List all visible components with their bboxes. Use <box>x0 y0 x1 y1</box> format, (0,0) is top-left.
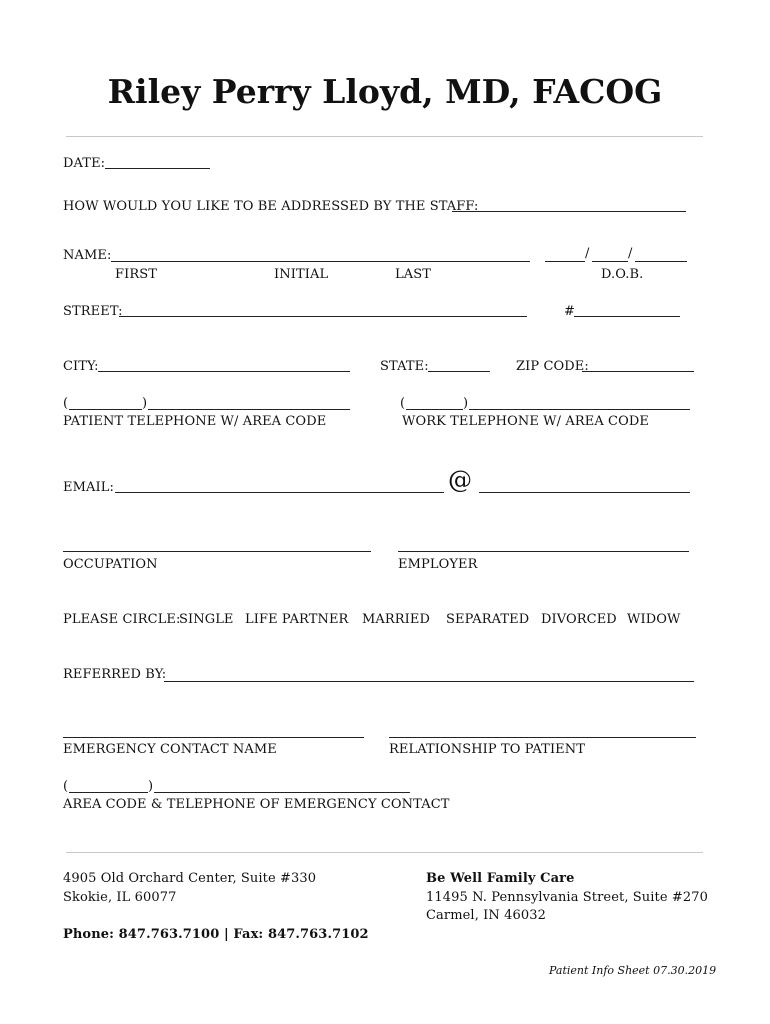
patient-phone-field[interactable] <box>148 409 350 410</box>
state-field[interactable] <box>428 371 490 372</box>
date-label: DATE: <box>63 156 106 171</box>
circle-prompt: PLEASE CIRCLE: <box>63 612 181 627</box>
date-field[interactable] <box>105 168 210 169</box>
status-option-single[interactable]: SINGLE <box>179 612 234 627</box>
occupation-caption: OCCUPATION <box>63 557 158 572</box>
occupation-field[interactable] <box>63 551 371 552</box>
emergency-name-field[interactable] <box>63 737 364 738</box>
patient-area-code-field[interactable] <box>69 409 142 410</box>
relationship-field[interactable] <box>389 737 696 738</box>
relationship-caption: RELATIONSHIP TO PATIENT <box>389 742 586 757</box>
emergency-area-open-paren: ( <box>63 779 69 794</box>
city-field[interactable] <box>98 371 350 372</box>
city-label: CITY: <box>63 359 99 374</box>
email-user-field[interactable] <box>115 492 444 493</box>
work-phone-caption: WORK TELEPHONE W/ AREA CODE <box>402 414 649 429</box>
emergency-name-caption: EMERGENCY CONTACT NAME <box>63 742 277 757</box>
number-label: # <box>564 304 575 319</box>
status-option-life-partner[interactable]: LIFE PARTNER <box>245 612 349 627</box>
addressed-label: HOW WOULD YOU LIKE TO BE ADDRESSED BY THE STAFF: <box>63 199 479 214</box>
work-area-code-field[interactable] <box>406 409 463 410</box>
employer-field[interactable] <box>398 551 689 552</box>
patient-phone-caption: PATIENT TELEPHONE W/ AREA CODE <box>63 414 327 429</box>
footer-left-address-2: Skokie, IL 60077 <box>63 890 177 905</box>
dob-month-field[interactable] <box>545 261 585 262</box>
header-divider <box>66 136 703 137</box>
footer-right-address-1: 11495 N. Pennsylvania Street, Suite #270 <box>426 890 708 905</box>
work-area-close-paren: ) <box>463 396 469 411</box>
email-label: EMAIL: <box>63 480 114 495</box>
dob-slash-1: / <box>585 246 590 261</box>
zip-label: ZIP CODE: <box>516 359 589 374</box>
emergency-phone-field[interactable] <box>154 792 410 793</box>
street-field[interactable] <box>119 316 527 317</box>
employer-caption: EMPLOYER <box>398 557 478 572</box>
name-field[interactable] <box>111 261 530 262</box>
referred-by-label: REFERRED BY: <box>63 667 167 682</box>
work-phone-field[interactable] <box>469 409 690 410</box>
name-initial-caption: INITIAL <box>274 267 329 282</box>
emergency-phone-caption: AREA CODE & TELEPHONE OF EMERGENCY CONTACT <box>63 797 450 812</box>
at-sign: @ <box>448 466 472 494</box>
status-option-divorced[interactable]: DIVORCED <box>541 612 617 627</box>
dob-slash-2: / <box>628 246 633 261</box>
emergency-area-code-field[interactable] <box>69 792 148 793</box>
sheet-label: Patient Info Sheet 07.30.2019 <box>549 964 717 977</box>
status-option-widow[interactable]: WIDOW <box>627 612 681 627</box>
number-field[interactable] <box>574 316 680 317</box>
zip-field[interactable] <box>582 371 694 372</box>
work-area-open-paren: ( <box>400 396 406 411</box>
patient-area-open-paren: ( <box>63 396 69 411</box>
status-option-separated[interactable]: SEPARATED <box>446 612 530 627</box>
name-last-caption: LAST <box>395 267 431 282</box>
footer-phone: Phone: 847.763.7100 | Fax: 847.763.7102 <box>63 927 369 942</box>
footer-divider <box>66 852 703 853</box>
dob-year-field[interactable] <box>635 261 687 262</box>
name-label: NAME: <box>63 248 112 263</box>
dob-caption: D.O.B. <box>601 267 644 282</box>
name-first-caption: FIRST <box>115 267 158 282</box>
footer-right-address-2: Carmel, IN 46032 <box>426 908 546 923</box>
footer-right-name: Be Well Family Care <box>426 871 575 886</box>
referred-by-field[interactable] <box>164 681 694 682</box>
dob-day-field[interactable] <box>592 261 628 262</box>
footer-left-address-1: 4905 Old Orchard Center, Suite #330 <box>63 871 317 886</box>
addressed-field[interactable] <box>452 211 686 212</box>
status-option-married[interactable]: MARRIED <box>362 612 431 627</box>
street-label: STREET: <box>63 304 123 319</box>
emergency-area-close-paren: ) <box>148 779 154 794</box>
state-label: STATE: <box>380 359 429 374</box>
email-domain-field[interactable] <box>479 492 690 493</box>
patient-area-close-paren: ) <box>142 396 148 411</box>
page-title: Riley Perry Lloyd, MD, FACOG <box>107 72 663 111</box>
